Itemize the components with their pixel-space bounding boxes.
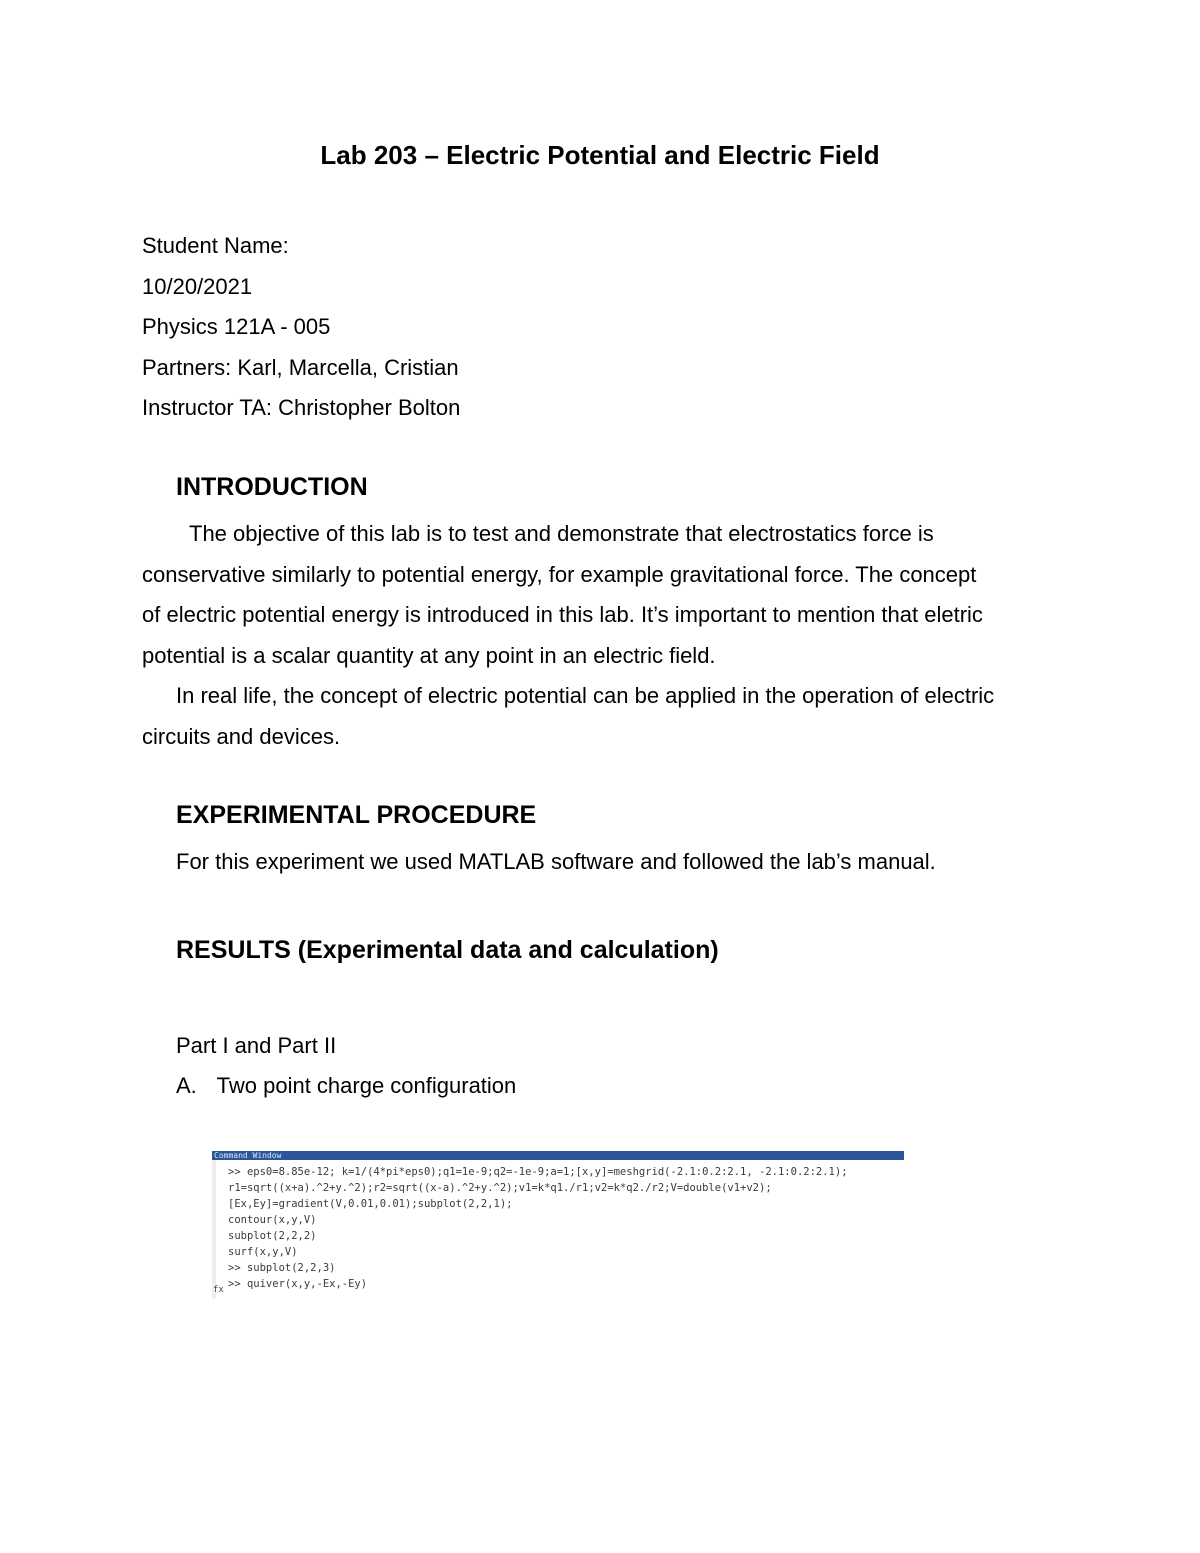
document-title: Lab 203 – Electric Potential and Electric Field xyxy=(320,140,880,170)
intro-line-6: circuits and devices. xyxy=(142,723,341,749)
procedure-text: For this experiment we used MATLAB software and followed the lab’s manual. xyxy=(176,849,936,874)
introduction-paragraph xyxy=(142,514,1062,758)
procedure-heading: EXPERIMENTAL PROCEDURE xyxy=(176,801,537,829)
command-window-title-bar: Command Window xyxy=(212,1151,904,1160)
introduction-heading: INTRODUCTION xyxy=(176,473,368,501)
partners: Partners: Karl, Marcella, Cristian xyxy=(142,354,459,380)
matlab-command-window-screenshot xyxy=(212,1151,904,1299)
code-line: r1=sqrt((x+a).^2+y.^2);r2=sqrt((x-a).^2+y.^2);v1=k*q1./r1;v2=k*q2./r2;V=double(v1+v2); xyxy=(228,1182,772,1194)
list-marker: A. xyxy=(176,1073,197,1098)
fx-prompt-icon: fx xyxy=(213,1285,224,1295)
student-name: Student Name: xyxy=(142,233,289,258)
part-label: Part I and Part II xyxy=(176,1033,337,1058)
list-item-text: Two point charge configuration xyxy=(216,1073,517,1098)
code-line: [Ex,Ey]=gradient(V,0.01,0.01);subplot(2,2,1); xyxy=(228,1198,513,1210)
intro-line-3: of electric potential energy is introduced in this lab. It’s important to mention that eletric xyxy=(142,602,983,628)
code-line: >> eps0=8.85e-12; k=1/(4*pi*eps0);q1=1e-9;q2=-1e-9;a=1;[x,y]=meshgrid(-2.1:0.2:2.1, -2.1:0.2:2.1); xyxy=(228,1166,848,1178)
command-window-body xyxy=(212,1160,904,1292)
code-line: contour(x,y,V) xyxy=(228,1214,317,1226)
course: Physics 121A - 005 xyxy=(142,314,331,340)
document-meta xyxy=(142,226,460,429)
intro-line-2: conservative similarly to potential energy, for example gravitational force. The concept xyxy=(142,561,977,587)
code-line: surf(x,y,V) xyxy=(228,1246,298,1258)
code-line: >> subplot(2,2,3) xyxy=(228,1262,336,1274)
date: 10/20/2021 xyxy=(142,273,253,299)
results-heading: RESULTS (Experimental data and calculation) xyxy=(176,936,719,964)
code-line: >> quiver(x,y,-Ex,-Ey) xyxy=(228,1278,368,1290)
intro-line-5: In real life, the concept of electric potential can be applied in the operation of electric xyxy=(176,683,995,709)
intro-line-4: potential is a scalar quantity at any point in an electric field. xyxy=(142,642,716,668)
instructor: Instructor TA: Christopher Bolton xyxy=(142,395,461,421)
code-line: subplot(2,2,2) xyxy=(228,1230,317,1242)
intro-line-1: The objective of this lab is to test and demonstrate that electrostatics force is xyxy=(189,521,934,546)
list-item-a xyxy=(176,1073,516,1099)
